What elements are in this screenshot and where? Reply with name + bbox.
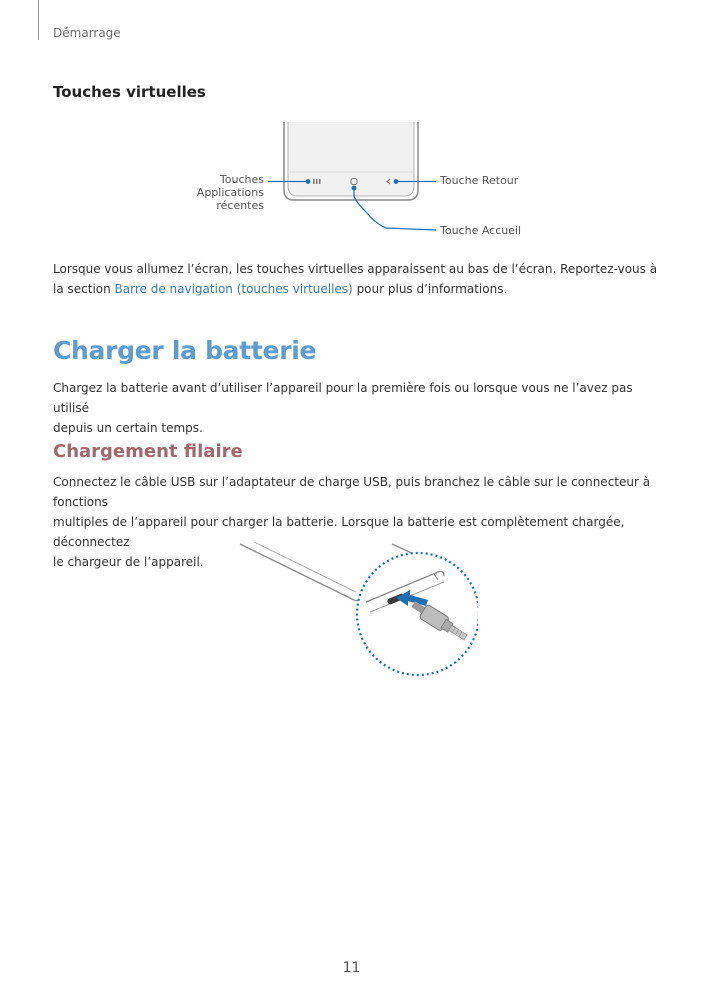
callout-home: Touche Accueil <box>440 224 522 237</box>
running-head: Démarrage <box>53 26 121 40</box>
callout-recent-line1: Touches <box>219 173 264 186</box>
charging-intro <box>53 378 663 438</box>
magnifier-circle <box>357 553 478 675</box>
wired-line1: Connectez le câble USB sur l’adaptateur de charge USB, puis branchez le câble sur le connecteur à fonctions <box>53 475 651 509</box>
callout-recent-apps <box>170 173 264 212</box>
recent-apps-key-icon <box>313 179 321 184</box>
virtual-keys-paragraph <box>53 259 663 299</box>
navigation-bar-link[interactable]: Barre de navigation (touches virtuelles) <box>114 282 353 296</box>
wired-charging-heading: Chargement filaire <box>53 441 243 462</box>
charging-illustration <box>238 540 478 682</box>
callout-recent-line3: récentes <box>216 199 264 212</box>
callout-back: Touche Retour <box>440 174 519 187</box>
virtual-keys-text: Lorsque vous allumez l’écran, les touches virtuelles apparaissent au bas de l’écran. Reportez-vous à la section <box>53 262 658 296</box>
virtual-keys-text-end: pour plus d’informations. <box>352 282 508 296</box>
wired-line3: le chargeur de l’appareil. <box>53 555 204 569</box>
callout-recent-line2: Applications <box>196 186 264 199</box>
charging-intro-line2: depuis un certain temps. <box>53 421 203 435</box>
wired-line2: multiples de l’appareil pour charger la batterie. Lorsque la batterie est complètement chargée, déconnectez <box>53 515 625 549</box>
header-rule <box>38 0 39 40</box>
charging-title: Charger la batterie <box>53 336 317 365</box>
virtual-keys-heading: Touches virtuelles <box>53 83 206 101</box>
charging-intro-line1: Chargez la batterie avant d’utiliser l’appareil pour la première fois ou lorsque vous ne l’avez pas utilisé <box>53 381 633 415</box>
page-number: 11 <box>342 960 361 976</box>
